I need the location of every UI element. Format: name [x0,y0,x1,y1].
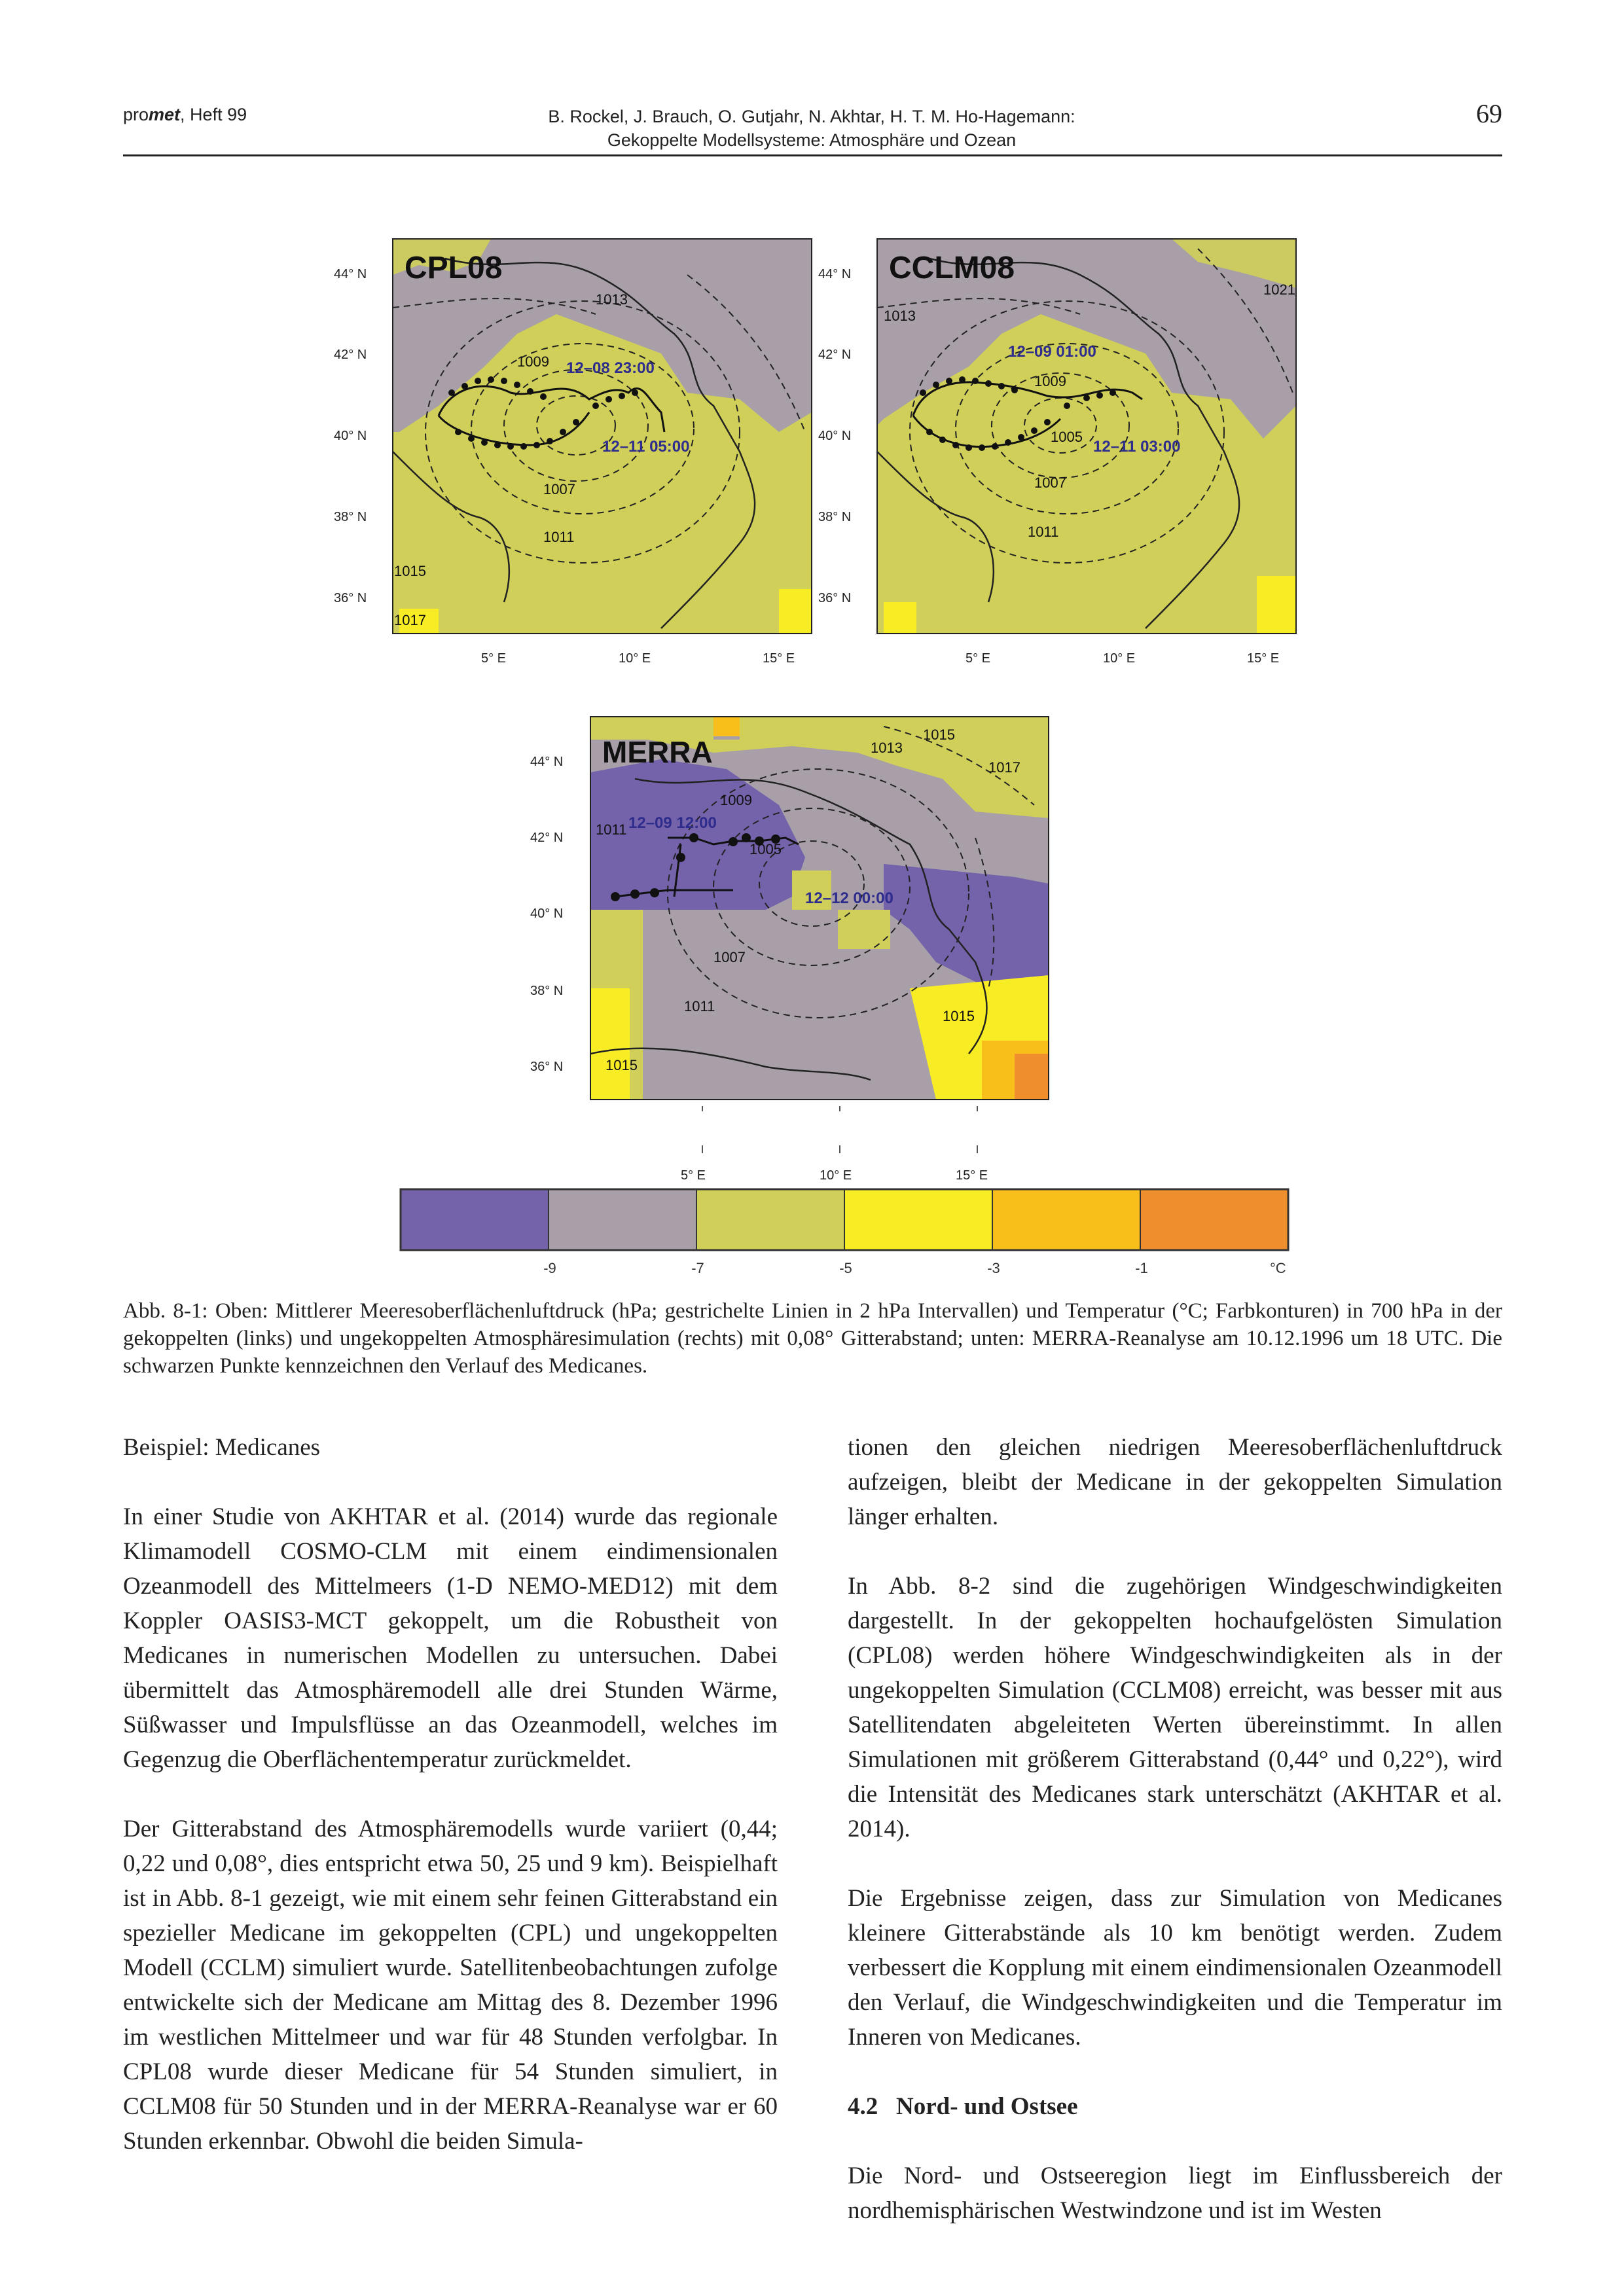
map-cpl08 [321,236,818,668]
isobar-label: 1011 [684,998,715,1014]
colorbar-tick-label: -5 [839,1260,852,1276]
colorbar-swatch [844,1189,992,1250]
paragraph: In einer Studie von AKHTAR et al. (2014) wurde das regionale Klimamodell COSMO-CLM mit einem eindimensionalen Ozeanmodell des Mittelmeers (1-D NEMO-MED12) mit dem Koppler OASIS3-MCT gekoppelt, um die Robustheit von Medicanes in numerischen Modellen zu untersuchen. Dabei übermittelt das Atmosphäremodell alle drei Stunden Wärme, Süßwasser und Impulsflüsse an das Ozeanmodell, welches im Gegenzug die Oberflächentemperatur zurückmeldet. [123,1503,778,1773]
isobar-label: 1017 [988,759,1020,776]
colorbar-swatch [401,1189,549,1250]
track-end-time: 12–12 00:00 [805,889,893,907]
track-start-time: 12–08 23:00 [566,359,655,377]
lat-label: 38° N [334,510,367,524]
lat-label: 42° N [818,348,852,362]
lon-label: 15° E [1247,651,1280,666]
lon-label: 10° E [1103,651,1136,666]
section-subtitle: Beispiel: Medicanes [123,1434,321,1461]
lon-label: 5° E [965,651,991,666]
map-title: CPL08 [405,251,503,285]
section-heading: 4.2 Nord- und Ostsee [848,2093,1078,2120]
lat-label: 36° N [530,1060,564,1074]
map-title: CCLM08 [889,251,1015,285]
isobar-label: 1013 [871,740,903,756]
isobar-label: 1009 [517,353,549,370]
journal-prefix: pro [123,105,149,124]
track-start-time: 12–09 01:00 [1008,343,1096,361]
track-end-time: 12–11 05:00 [602,438,690,456]
lat-label: 44° N [530,755,564,769]
isobar-label: 1007 [1034,475,1066,491]
isobar-label: 1021 [1263,281,1295,298]
lon-label: 15° E [763,651,795,666]
isobar-label: 1011 [596,821,627,838]
lat-label: 38° N [818,510,852,524]
lat-label: 38° N [530,984,564,998]
lat-label: 42° N [334,348,367,362]
running-header-authors [367,105,1257,152]
body-column-right [848,1430,1502,2263]
track-end-time: 12–11 03:00 [1093,438,1181,456]
temperature-region-yellow [1257,576,1296,635]
isobar-label: 1005 [749,841,782,857]
temperature-colorbar [393,1188,1296,1276]
colorbar-tick-label: -7 [691,1260,704,1276]
colorbar-swatch [1140,1189,1288,1250]
isobar-label: 1005 [1051,429,1083,445]
isobar-label: 1007 [543,481,575,497]
paragraph: Der Gitterabstand des Atmosphäremodells wurde variiert (0,44; 0,22 und 0,08°, dies entspricht etwa 50, 25 und 9 km). Beispielhaft ist in Abb. 8-1 gezeigt, wie mit einem sehr feinen Gitterabstand ein spezieller Medicane im gekoppelten (CPL) und ungekoppelten Modell (CCLM) simuliert wurde. Satellitenbeobachtungen zufolge entwickelte sich der Medicane am Mittag des 8. Dezember 1996 im westlichen Mittelmeer und war für 48 Stunden verfolgbar. In CPL08 wurde dieser Medicane für 54 Stunden simuliert, in CCLM08 für 50 Stunden und in der MERRA-Reanalyse war er 60 Stunden erkennbar. Obwohl die beiden Simula- [123,1816,778,2155]
isobar-label: 1015 [394,563,426,579]
map-merra [517,713,1060,1191]
body-column-left [123,1430,778,2193]
isobar-label: 1009 [1034,373,1066,389]
header-rule [123,154,1502,156]
colorbar-tick-label: -9 [543,1260,556,1276]
page-number: 69 [1476,99,1502,128]
colorbar-swatch [549,1189,696,1250]
paragraph: Die Ergebnisse zeigen, dass zur Simulation von Medicanes kleinere Gitterabstände als 10 km benötigt werden. Zudem verbessert die Kopplung mit einem eindimensionalen Ozeanmodell den Verlauf, die Windgeschwindigkeiten und die Temperatur im Inneren von Medicanes. [848,1885,1502,2051]
paragraph: In Abb. 8-2 sind die zugehörigen Windgeschwindigkeiten dargestellt. In der gekoppelten hochaufgelösten Simulation (CPL08) werden höhere Windgeschwindigkeiten als in der ungekoppelten Simulation (CCLM08) erreicht, was besser mit aus Satellitendaten abgeleiteten Werten übereinstimmt. In allen Simulationen mit größerem Gitterabstand (0,44° und 0,22°), wird die Intensität des Medicanes stark unterschätzt (AKHTAR et al. 2014). [848,1573,1502,1842]
isobar-label: 1013 [884,308,916,324]
lon-label: 5° E [481,651,507,666]
isobar-label: 1007 [713,949,746,965]
isobar-label: 1011 [1028,524,1059,540]
running-header-journal [123,105,247,125]
header-authors: B. Rockel, J. Brauch, O. Gutjahr, N. Akhtar, H. T. M. Ho-Hagemann: [548,107,1075,126]
colorbar-swatch [696,1189,844,1250]
isobar-label: 1015 [943,1008,975,1024]
isobar-label: 1013 [596,291,628,308]
header-subtitle: Gekoppelte Modellsysteme: Atmosphäre und Ozean [607,130,1017,150]
lat-label: 44° N [334,267,367,281]
paragraph: Die Nord- und Ostseeregion liegt im Einflussbereich der nordhemisphärischen Westwindzone und ist im Westen [848,2162,1502,2224]
colorbar-swatch [992,1189,1140,1250]
figure-caption: Abb. 8-1: Oben: Mittlerer Meeresoberflächenluftdruck (hPa; gestrichelte Linien in 2 hPa Intervallen) und Temperatur (°C; Farbkonturen) in 700 hPa in der gekoppelten (links) und ungekoppelten Atmosphäresimulation (rechts) mit 0,08° Gitterabstand; unten: MERRA-Reanalyse am 10.12.1996 um 18 UTC. Die schwarzen Punkte kennzeichnen den Verlauf des Medicanes. [123,1299,1502,1378]
colorbar-swatches [401,1189,1288,1250]
map-cclm08 [805,236,1303,668]
journal-issue: , Heft 99 [180,105,247,124]
lat-label: 40° N [818,429,852,443]
lat-label: 42° N [530,831,564,845]
map-title: MERRA [602,735,713,769]
lat-label: 44° N [818,267,852,281]
colorbar-unit: °C [1270,1260,1286,1276]
isobar-label: 1011 [543,529,575,545]
isobar-label: 1015 [923,726,955,743]
lat-label: 40° N [530,906,564,921]
colorbar-tick-label: -1 [1135,1260,1148,1276]
lon-label: 5° E [681,1168,706,1183]
colorbar-tick-label: -3 [987,1260,1000,1276]
lat-label: 36° N [818,591,852,605]
lon-label: 10° E [619,651,651,666]
isobar-label: 1015 [605,1057,638,1073]
journal-emph: met [149,105,181,124]
track-start-time: 12–09 12:00 [628,814,717,832]
lon-label: 10° E [820,1168,852,1183]
isobar-label: 1009 [720,792,752,808]
lat-label: 36° N [334,591,367,605]
lat-label: 40° N [334,429,367,443]
isobar-label: 1017 [394,612,426,628]
paragraph: tionen den gleichen niedrigen Meeresoberflächenluftdruck aufzeigen, bleibt der Medicane in der gekoppelten Simulation länger erhalten. [848,1434,1502,1530]
lon-label: 15° E [956,1168,988,1183]
